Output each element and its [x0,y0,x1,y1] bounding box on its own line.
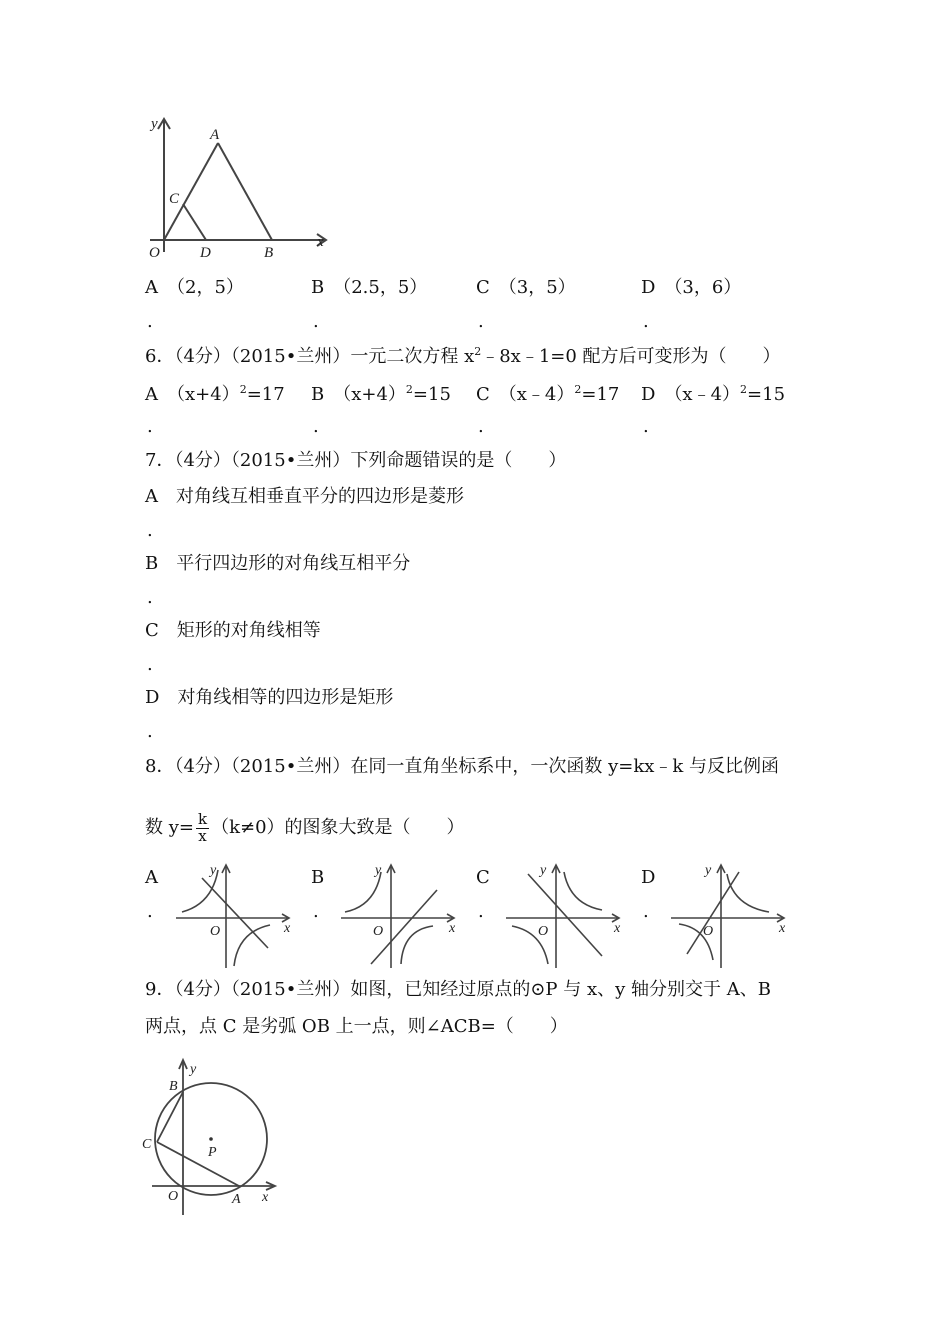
q8-graph-a[interactable] [172,860,302,970]
q8-graph-b[interactable] [337,860,467,970]
q7-option-d[interactable] [145,689,393,707]
dot: . [147,654,153,675]
option-letter: A [145,486,158,507]
stem-text: （k≠0）的图象大致是（ ） [211,817,465,838]
q9-stem-line1 [145,981,771,999]
option-letter: B [311,277,325,298]
center-point [209,1137,213,1141]
label-y: y [540,863,547,878]
option-text: 对角线相等的四边形是矩形 [177,687,394,708]
hyperbola-branch [564,872,602,910]
label-x: x [614,921,621,936]
dot: . [643,311,649,332]
q8-stem-line1 [145,758,779,776]
label-A: A [210,127,220,143]
label-x: x [779,921,786,936]
label-y: y [151,116,158,132]
hyperbola-branch [401,926,433,964]
option-text: =15 [412,384,451,405]
option-text: （x+4） [176,384,240,405]
q6-option-c[interactable] [476,384,619,404]
option-text: 平行四边形的对角线互相平分 [176,553,411,574]
q8-stem-line2 [145,808,465,848]
q8-option-b-letter[interactable]: B [311,867,325,888]
dot: . [478,416,484,437]
label-y: y [210,863,217,878]
option-text: 对角线互相垂直平分的四边形是菱形 [176,486,464,507]
label-y: y [190,1062,197,1077]
q5-option-b[interactable] [311,279,427,297]
question-source: （2015•兰州） [230,450,351,471]
option-text: （3，6） [673,277,742,298]
option-letter: D [641,384,656,405]
q8-graph-d[interactable] [667,860,797,970]
dot: . [147,901,153,922]
label-O: O [703,924,714,939]
option-letter: C [476,277,490,298]
question-number: 7． [145,450,175,471]
option-text: （2，5） [176,277,244,298]
option-text: =15 [747,384,786,405]
option-text: （x﹣4） [507,384,575,405]
stem-text: 如图，已知经过原点的⊙P 与 x、y 轴分别交于 A、B [350,979,771,1000]
label-x: x [317,234,324,250]
option-letter: B [145,553,159,574]
option-superscript: 2 [740,383,748,396]
q7-option-a[interactable] [145,488,464,506]
question-source: （2015•兰州） [230,346,351,367]
q6-option-b[interactable] [311,384,451,404]
stem-text: ﹣8x﹣1=0 配方后可变形为（ ） [481,346,781,367]
q5-option-a[interactable] [145,279,244,297]
option-letter: B [311,384,325,405]
question-score: （4分） [174,346,231,367]
question-number: 6． [145,346,175,367]
q7-option-b[interactable] [145,555,410,573]
dot: . [313,416,319,437]
stem-text: 一元二次方程 x [350,346,475,367]
dot: . [478,311,484,332]
label-O: O [210,924,221,939]
label-x: x [284,921,291,936]
dot: . [643,901,649,922]
linear-function-line [687,872,739,954]
option-letter: C [476,384,490,405]
segment-CA [157,1142,239,1186]
question-source: （2015•兰州） [230,756,351,777]
label-O: O [168,1189,179,1204]
dot: . [147,311,153,332]
option-letter: C [145,620,159,641]
option-text: （x+4） [342,384,406,405]
segment-AB [218,143,272,240]
question-score: （4分） [174,450,231,471]
label-x: x [262,1190,269,1205]
label-B: B [169,1079,178,1094]
label-y: y [705,863,712,878]
option-text: （2.5，5） [342,277,428,298]
label-y: y [375,863,382,878]
dot: . [147,520,153,541]
dot: . [478,901,484,922]
option-text: =17 [581,384,620,405]
stem-text: 下列命题错误的是（ ） [350,450,567,471]
hyperbola-branch [345,872,381,912]
option-text: =17 [246,384,285,405]
label-D: D [200,245,211,261]
label-B: B [264,245,274,261]
dot: . [313,311,319,332]
question-number: 8． [145,756,175,777]
option-text: （3，5） [507,277,576,298]
q9-figure [138,1055,288,1220]
option-superscript: 2 [405,383,413,396]
label-O: O [373,924,384,939]
option-letter: D [641,277,656,298]
label-O: O [149,245,160,261]
q5-option-c[interactable] [476,279,576,297]
q7-option-c[interactable] [145,622,321,640]
q7-stem [145,452,566,470]
dot: . [313,901,319,922]
fraction-k-over-x [196,809,209,845]
q8-option-c-letter[interactable]: C [476,867,490,888]
stem-text: 数 y= [145,817,194,838]
q6-option-a[interactable] [145,384,285,404]
option-text: 矩形的对角线相等 [176,620,321,641]
option-text: （x﹣4） [673,384,741,405]
label-A: A [232,1192,241,1207]
dot: . [147,416,153,437]
stem-text: 在同一直角坐标系中，一次函数 y=kx﹣k 与反比例函 [350,756,780,777]
q5-figure [140,112,340,262]
linear-function-line [528,874,602,956]
label-C: C [169,191,180,207]
label-O: O [538,924,549,939]
question-score: （4分） [174,756,231,777]
dot: . [643,416,649,437]
option-letter: D [145,687,160,708]
fraction-denominator: x [198,826,207,845]
question-source: （2015•兰州） [230,979,351,1000]
question-number: 9． [145,979,175,1000]
label-x: x [449,921,456,936]
dot: . [147,721,153,742]
q8-option-d-letter[interactable]: D [641,867,656,888]
dot: . [147,587,153,608]
q6-stem [145,346,781,366]
q8-option-a-letter[interactable]: A [145,867,158,888]
option-letter: A [145,384,158,405]
segment-CD [183,204,206,240]
label-P: P [208,1145,217,1160]
label-C: C [142,1137,152,1152]
fraction-numerator: k [197,809,208,828]
stem-superscript: 2 [474,345,482,358]
segment-BC [157,1092,183,1142]
q5-option-d[interactable] [641,279,741,297]
option-superscript: 2 [239,383,247,396]
q8-graph-c[interactable] [502,860,632,970]
option-letter: A [145,277,158,298]
question-score: （4分） [174,979,231,1000]
q6-option-d[interactable] [641,384,785,404]
q9-stem-line2: 两点，点 C 是劣弧 OB 上一点，则∠ACB=（ ） [145,1016,568,1037]
option-superscript: 2 [574,383,582,396]
